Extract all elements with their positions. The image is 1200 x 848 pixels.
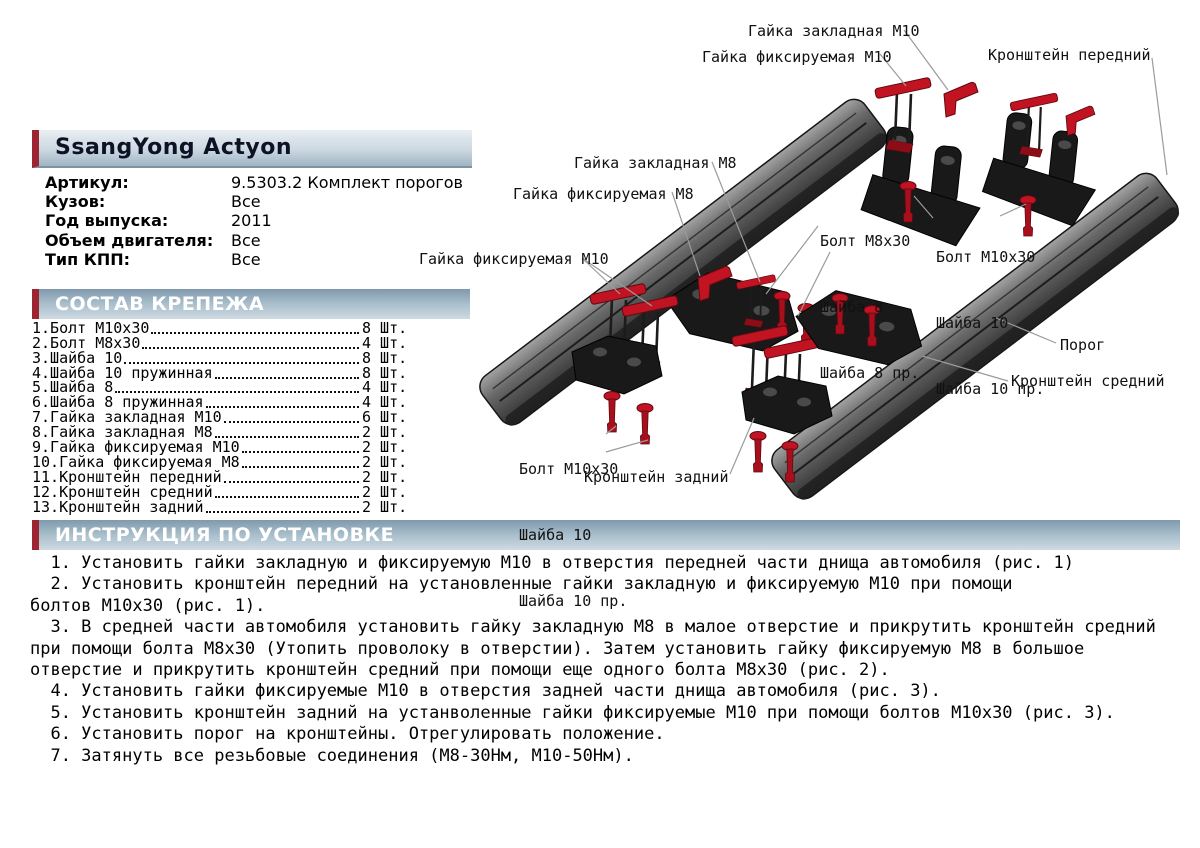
bolt-m10x30	[750, 432, 766, 473]
part-qty: 2 Шт.	[362, 497, 408, 516]
callout-rear-bracket: Кронштейн задний	[584, 468, 729, 486]
part-name: 10.Гайка фиксируемая М8	[32, 452, 240, 471]
spec-label: Год выпуска:	[45, 211, 169, 231]
fixed-nut-m10	[1066, 106, 1095, 135]
part-name: 1.Болт М10х30	[32, 318, 150, 337]
spec-label: Кузов:	[45, 192, 106, 212]
spec-value: Все	[231, 230, 261, 250]
part-qty: 4 Шт.	[362, 393, 408, 412]
part-qty: 6 Шт.	[362, 408, 408, 427]
bolt-m10x30	[637, 404, 653, 445]
instruction-step-line: болтов М10х30 (рис. 1).	[30, 595, 266, 616]
part-qty: 2 Шт.	[362, 452, 408, 471]
part-qty: 2 Шт.	[362, 423, 408, 442]
part-qty: 8 Шт.	[362, 348, 408, 367]
part-name: 5.Шайба 8	[32, 378, 114, 397]
spec-value: 2011	[231, 211, 272, 231]
part-name: 8.Гайка закладная М8	[32, 423, 213, 442]
callout-fixed-nut-m10-top: Гайка фиксируемая М10	[702, 48, 892, 66]
instruction-step-line: отверстие и прикрутить кронштейн средний при помощи еще одного болта М8х30 (рис. 2).	[30, 660, 890, 681]
spec-value: Все	[231, 249, 261, 269]
part-name: 2.Болт М8х30	[32, 333, 141, 352]
instruction-step-line: 5. Установить кронштейн задний на устанволенные гайки фиксируемые М10 при помощи болтов М10х30 (рис. 3).	[30, 702, 1115, 723]
callout-running-board: Порог	[1060, 336, 1106, 354]
callout-fixed-nut-m8: Гайка фиксируемая М8	[513, 185, 694, 203]
part-qty: 4 Шт.	[362, 378, 408, 397]
spec-value: 9.5303.2 Комплект порогов	[231, 173, 463, 192]
spec-label: Артикул:	[45, 173, 129, 192]
part-name: 3.Шайба 10	[32, 348, 123, 367]
part-qty: 2 Шт.	[362, 467, 408, 486]
part-name: 13.Кронштейн задний	[32, 497, 204, 516]
instruction-step-line: 7. Затянуть все резьбовые соединения (М8-30Нм, М10-50Нм).	[30, 745, 634, 766]
instruction-step-line: 6. Установить порог на кронштейны. Отрегулировать положение.	[30, 724, 665, 745]
part-qty: 4 Шт.	[362, 333, 408, 352]
spec-value: Все	[231, 192, 261, 212]
instructions-section-header: ИНСТРУКЦИЯ ПО УСТАНОВКЕ	[32, 520, 1180, 550]
callout-bolt-m8-group: Болт М8х30 Шайба 8 Шайба 8 пр.	[820, 232, 920, 382]
instruction-step-line: при помощи болта М8х30 (Утопить проволоку в отверстии). Затем установить гайку фиксируемую М8 в большое	[30, 638, 1085, 659]
part-qty: 2 Шт.	[362, 482, 408, 501]
callout-bolt-m10-group-bottom: Болт М10х30 Шайба 10 Шайба 10 пр.	[519, 460, 628, 610]
part-name: 7.Гайка закладная М10	[32, 408, 222, 427]
instruction-step-line: 1. Установить гайки закладную и фиксируемую М10 в отверстия передней части днища автомобиля (рис. 1)	[30, 553, 1074, 573]
part-qty: 2 Шт.	[362, 438, 408, 457]
hardware-section-header: СОСТАВ КРЕПЕЖА	[32, 289, 470, 319]
spec-label: Тип КПП:	[45, 249, 131, 269]
callout-front-bracket: Кронштейн передний	[988, 46, 1151, 64]
callout-middle-bracket: Кронштейн средний	[1011, 372, 1165, 390]
instruction-step-line: 4. Установить гайки фиксируемые М10 в отверстия задней части днища автомобиля (рис. 3).	[30, 681, 941, 702]
part-name: 6.Шайба 8 пружинная	[32, 393, 204, 412]
part-name: 12.Кронштейн средний	[32, 482, 213, 501]
part-name: 4.Шайба 10 пружинная	[32, 363, 213, 382]
part-name: 11.Кронштейн передний	[32, 467, 222, 486]
instruction-step-line: 3. В средней части автомобиля установить гайку закладную М8 в малое отверстие и прикрутить кронштейн средний	[30, 617, 1156, 638]
instruction-step-line: 2. Установить кронштейн передний на установленные гайки закладную и фиксируемую М10 при помощи	[30, 574, 1013, 595]
part-qty: 8 Шт.	[362, 318, 408, 337]
callout-embedded-nut-m10: Гайка закладная М10	[748, 22, 920, 40]
spec-label: Объем двигателя:	[45, 230, 214, 250]
part-name: 9.Гайка фиксируемая М10	[32, 438, 240, 457]
part-qty: 8 Шт.	[362, 363, 408, 382]
fixed-nut-m10	[944, 82, 978, 117]
page-title: SsangYong Actyon	[55, 135, 292, 160]
callout-bolt-m10-group-right: Болт М10х30 Шайба 10 Шайба 10 пр.	[936, 248, 1045, 398]
callout-embedded-nut-m8: Гайка закладная М8	[574, 154, 737, 172]
callout-fixed-nut-m10-left: Гайка фиксируемая М10	[419, 250, 609, 268]
